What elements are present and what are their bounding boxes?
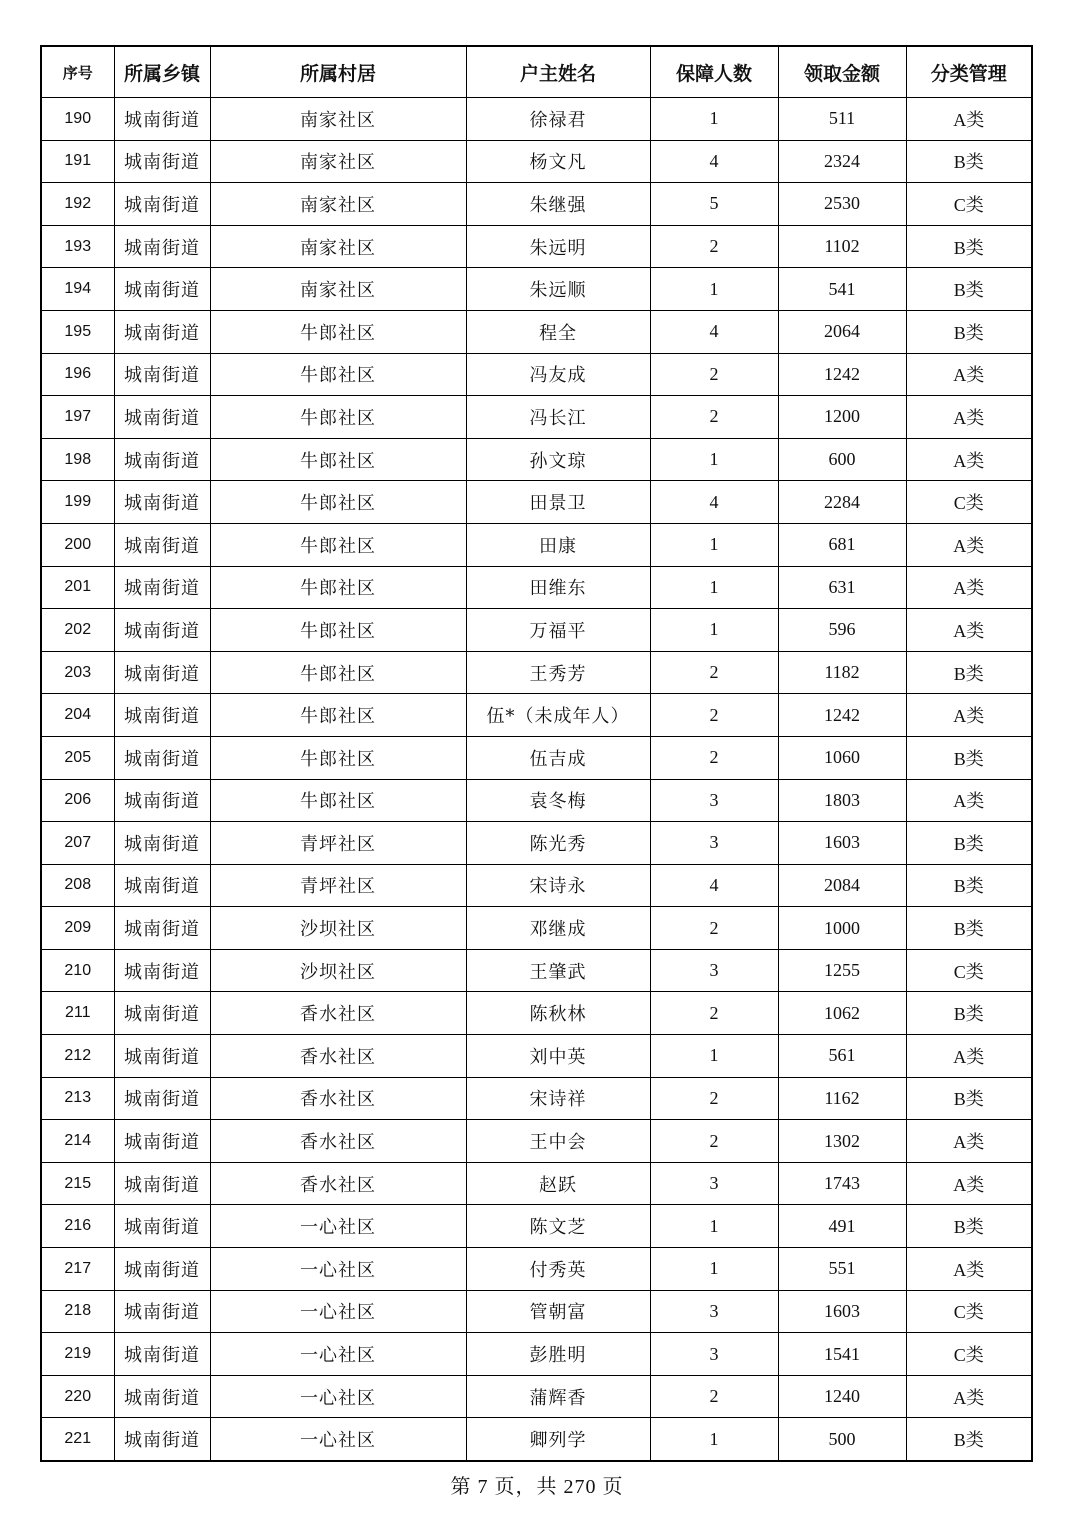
cell-count: 1 [650,98,778,141]
cell-id: 196 [41,353,114,396]
header-count: 保障人数 [650,46,778,98]
cell-count: 2 [650,396,778,439]
cell-town: 城南街道 [114,183,210,226]
table-row [41,1205,1032,1248]
cell-category: A类 [906,1248,1032,1291]
cell-town: 城南街道 [114,609,210,652]
cell-count: 2 [650,736,778,779]
cell-village: 牛郎社区 [210,523,466,566]
cell-town: 城南街道 [114,1418,210,1461]
cell-village: 南家社区 [210,268,466,311]
cell-name: 万福平 [466,609,650,652]
cell-count: 2 [650,1120,778,1163]
table-row [41,779,1032,822]
cell-village: 沙坝社区 [210,949,466,992]
cell-amount: 1803 [778,779,906,822]
cell-town: 城南街道 [114,779,210,822]
cell-count: 4 [650,481,778,524]
cell-category: B类 [906,651,1032,694]
cell-town: 城南街道 [114,225,210,268]
cell-town: 城南街道 [114,736,210,779]
cell-town: 城南街道 [114,1205,210,1248]
cell-count: 2 [650,1077,778,1120]
cell-name: 蒲辉香 [466,1375,650,1418]
cell-town: 城南街道 [114,1333,210,1376]
cell-category: A类 [906,98,1032,141]
cell-town: 城南街道 [114,98,210,141]
cell-name: 冯长江 [466,396,650,439]
cell-amount: 1200 [778,396,906,439]
header-id: 序号 [41,46,114,98]
cell-id: 215 [41,1162,114,1205]
cell-id: 216 [41,1205,114,1248]
table-row [41,183,1032,226]
cell-id: 191 [41,140,114,183]
cell-town: 城南街道 [114,1120,210,1163]
cell-count: 1 [650,1418,778,1461]
cell-amount: 600 [778,438,906,481]
cell-category: A类 [906,1120,1032,1163]
cell-category: C类 [906,949,1032,992]
cell-name: 冯友成 [466,353,650,396]
cell-town: 城南街道 [114,1162,210,1205]
cell-amount: 2064 [778,310,906,353]
cell-town: 城南街道 [114,822,210,865]
cell-category: B类 [906,225,1032,268]
table-row [41,396,1032,439]
cell-name: 程全 [466,310,650,353]
cell-village: 牛郎社区 [210,310,466,353]
cell-village: 牛郎社区 [210,694,466,737]
cell-name: 伍吉成 [466,736,650,779]
table-row [41,1162,1032,1205]
cell-id: 213 [41,1077,114,1120]
cell-town: 城南街道 [114,651,210,694]
cell-amount: 511 [778,98,906,141]
cell-town: 城南街道 [114,566,210,609]
cell-category: A类 [906,694,1032,737]
table-row [41,310,1032,353]
cell-count: 2 [650,225,778,268]
header-category: 分类管理 [906,46,1032,98]
cell-village: 牛郎社区 [210,609,466,652]
cell-name: 田维东 [466,566,650,609]
table-row [41,1035,1032,1078]
cell-village: 南家社区 [210,98,466,141]
cell-count: 1 [650,1248,778,1291]
cell-town: 城南街道 [114,864,210,907]
cell-name: 刘中英 [466,1035,650,1078]
table-row [41,353,1032,396]
cell-name: 彭胜明 [466,1333,650,1376]
cell-count: 2 [650,353,778,396]
cell-amount: 1062 [778,992,906,1035]
cell-amount: 2324 [778,140,906,183]
cell-town: 城南街道 [114,268,210,311]
cell-category: B类 [906,310,1032,353]
cell-id: 193 [41,225,114,268]
cell-name: 杨文凡 [466,140,650,183]
cell-village: 牛郎社区 [210,353,466,396]
cell-name: 邓继成 [466,907,650,950]
cell-id: 218 [41,1290,114,1333]
cell-count: 3 [650,1290,778,1333]
cell-count: 3 [650,1162,778,1205]
cell-town: 城南街道 [114,1375,210,1418]
cell-town: 城南街道 [114,310,210,353]
cell-count: 1 [650,566,778,609]
cell-id: 221 [41,1418,114,1461]
cell-village: 牛郎社区 [210,779,466,822]
table-row [41,949,1032,992]
cell-category: A类 [906,779,1032,822]
cell-name: 管朝富 [466,1290,650,1333]
cell-name: 朱继强 [466,183,650,226]
table-row [41,140,1032,183]
allowance-table [40,45,1033,1462]
cell-name: 朱远顺 [466,268,650,311]
cell-amount: 1302 [778,1120,906,1163]
cell-village: 牛郎社区 [210,566,466,609]
header-village: 所属村居 [210,46,466,98]
cell-id: 203 [41,651,114,694]
cell-id: 207 [41,822,114,865]
cell-id: 206 [41,779,114,822]
cell-amount: 1541 [778,1333,906,1376]
cell-town: 城南街道 [114,140,210,183]
cell-name: 赵跃 [466,1162,650,1205]
cell-amount: 500 [778,1418,906,1461]
table-row [41,609,1032,652]
cell-town: 城南街道 [114,1290,210,1333]
cell-count: 1 [650,268,778,311]
cell-category: B类 [906,822,1032,865]
table-row [41,694,1032,737]
cell-id: 200 [41,523,114,566]
cell-category: A类 [906,566,1032,609]
header-name: 户主姓名 [466,46,650,98]
cell-village: 香水社区 [210,1035,466,1078]
cell-category: B类 [906,992,1032,1035]
table-row [41,523,1032,566]
cell-amount: 1743 [778,1162,906,1205]
cell-count: 4 [650,864,778,907]
table-row [41,864,1032,907]
cell-name: 宋诗永 [466,864,650,907]
cell-amount: 491 [778,1205,906,1248]
cell-id: 201 [41,566,114,609]
cell-id: 204 [41,694,114,737]
table-row [41,651,1032,694]
table-row [41,1418,1032,1461]
cell-category: A类 [906,523,1032,566]
cell-name: 付秀英 [466,1248,650,1291]
cell-category: C类 [906,183,1032,226]
cell-village: 一心社区 [210,1333,466,1376]
cell-village: 牛郎社区 [210,651,466,694]
table-row [41,822,1032,865]
cell-id: 198 [41,438,114,481]
cell-id: 199 [41,481,114,524]
cell-category: C类 [906,1333,1032,1376]
table-row [41,1120,1032,1163]
cell-amount: 631 [778,566,906,609]
cell-id: 195 [41,310,114,353]
cell-village: 牛郎社区 [210,736,466,779]
cell-amount: 1240 [778,1375,906,1418]
cell-count: 2 [650,694,778,737]
cell-amount: 1603 [778,1290,906,1333]
cell-village: 青坪社区 [210,822,466,865]
cell-amount: 596 [778,609,906,652]
cell-amount: 681 [778,523,906,566]
cell-count: 3 [650,779,778,822]
table-row [41,268,1032,311]
cell-id: 214 [41,1120,114,1163]
cell-id: 205 [41,736,114,779]
cell-count: 2 [650,907,778,950]
cell-count: 3 [650,949,778,992]
cell-amount: 541 [778,268,906,311]
cell-id: 202 [41,609,114,652]
cell-count: 2 [650,651,778,694]
table-row [41,992,1032,1035]
cell-count: 3 [650,822,778,865]
cell-town: 城南街道 [114,1077,210,1120]
table-row [41,1333,1032,1376]
cell-village: 沙坝社区 [210,907,466,950]
cell-name: 田康 [466,523,650,566]
cell-amount: 1060 [778,736,906,779]
cell-town: 城南街道 [114,949,210,992]
cell-town: 城南街道 [114,523,210,566]
cell-name: 宋诗祥 [466,1077,650,1120]
cell-count: 4 [650,140,778,183]
cell-id: 192 [41,183,114,226]
cell-category: A类 [906,1375,1032,1418]
cell-name: 陈秋林 [466,992,650,1035]
cell-village: 南家社区 [210,183,466,226]
cell-id: 197 [41,396,114,439]
cell-id: 209 [41,907,114,950]
cell-amount: 561 [778,1035,906,1078]
cell-count: 1 [650,609,778,652]
cell-count: 1 [650,438,778,481]
cell-name: 田景卫 [466,481,650,524]
cell-category: A类 [906,353,1032,396]
cell-count: 3 [650,1333,778,1376]
cell-category: B类 [906,1418,1032,1461]
cell-amount: 551 [778,1248,906,1291]
cell-village: 南家社区 [210,225,466,268]
cell-town: 城南街道 [114,1248,210,1291]
cell-category: B类 [906,907,1032,950]
table-row [41,481,1032,524]
cell-name: 王肇武 [466,949,650,992]
cell-village: 一心社区 [210,1290,466,1333]
table-body [41,98,1032,1462]
cell-village: 一心社区 [210,1248,466,1291]
cell-amount: 1102 [778,225,906,268]
cell-count: 2 [650,992,778,1035]
cell-category: B类 [906,1077,1032,1120]
table-row [41,225,1032,268]
cell-amount: 2284 [778,481,906,524]
cell-town: 城南街道 [114,396,210,439]
header-town: 所属乡镇 [114,46,210,98]
cell-village: 香水社区 [210,992,466,1035]
cell-town: 城南街道 [114,907,210,950]
table-row [41,1375,1032,1418]
cell-id: 194 [41,268,114,311]
cell-name: 徐禄君 [466,98,650,141]
cell-amount: 1000 [778,907,906,950]
cell-id: 212 [41,1035,114,1078]
cell-village: 一心社区 [210,1375,466,1418]
cell-name: 孙文琼 [466,438,650,481]
cell-village: 牛郎社区 [210,481,466,524]
cell-amount: 1162 [778,1077,906,1120]
table-row [41,98,1032,141]
cell-name: 陈光秀 [466,822,650,865]
cell-id: 211 [41,992,114,1035]
cell-category: B类 [906,864,1032,907]
cell-count: 2 [650,1375,778,1418]
header-amount: 领取金额 [778,46,906,98]
cell-village: 牛郎社区 [210,396,466,439]
table-header-row [41,46,1032,98]
cell-town: 城南街道 [114,1035,210,1078]
cell-category: A类 [906,1035,1032,1078]
cell-id: 210 [41,949,114,992]
cell-town: 城南街道 [114,353,210,396]
cell-category: B类 [906,268,1032,311]
cell-name: 卿列学 [466,1418,650,1461]
cell-category: C类 [906,481,1032,524]
cell-village: 青坪社区 [210,864,466,907]
cell-amount: 1242 [778,353,906,396]
cell-village: 香水社区 [210,1162,466,1205]
cell-town: 城南街道 [114,438,210,481]
cell-category: A类 [906,396,1032,439]
cell-count: 4 [650,310,778,353]
cell-town: 城南街道 [114,694,210,737]
cell-id: 219 [41,1333,114,1376]
cell-category: A类 [906,438,1032,481]
cell-category: A类 [906,1162,1032,1205]
cell-name: 袁冬梅 [466,779,650,822]
table-row [41,438,1032,481]
cell-amount: 1603 [778,822,906,865]
cell-count: 1 [650,1205,778,1248]
cell-category: B类 [906,736,1032,779]
cell-id: 190 [41,98,114,141]
cell-town: 城南街道 [114,481,210,524]
cell-id: 217 [41,1248,114,1291]
cell-amount: 2530 [778,183,906,226]
cell-name: 王秀芳 [466,651,650,694]
table-row [41,566,1032,609]
table-row [41,736,1032,779]
cell-amount: 2084 [778,864,906,907]
cell-amount: 1255 [778,949,906,992]
cell-village: 南家社区 [210,140,466,183]
cell-category: C类 [906,1290,1032,1333]
cell-town: 城南街道 [114,992,210,1035]
cell-count: 1 [650,523,778,566]
cell-category: A类 [906,609,1032,652]
cell-name: 王中会 [466,1120,650,1163]
cell-village: 一心社区 [210,1418,466,1461]
cell-count: 1 [650,1035,778,1078]
cell-village: 香水社区 [210,1077,466,1120]
cell-amount: 1242 [778,694,906,737]
table-row [41,1290,1032,1333]
cell-name: 朱远明 [466,225,650,268]
cell-category: B类 [906,140,1032,183]
cell-name: 伍*（未成年人） [466,694,650,737]
cell-id: 220 [41,1375,114,1418]
cell-id: 208 [41,864,114,907]
table-row [41,1248,1032,1291]
table-row [41,907,1032,950]
page-footer: 第 7 页，共 270 页 [450,1476,624,1498]
cell-name: 陈文芝 [466,1205,650,1248]
cell-category: B类 [906,1205,1032,1248]
cell-village: 牛郎社区 [210,438,466,481]
table-row [41,1077,1032,1120]
cell-amount: 1182 [778,651,906,694]
cell-count: 5 [650,183,778,226]
cell-village: 一心社区 [210,1205,466,1248]
cell-village: 香水社区 [210,1120,466,1163]
